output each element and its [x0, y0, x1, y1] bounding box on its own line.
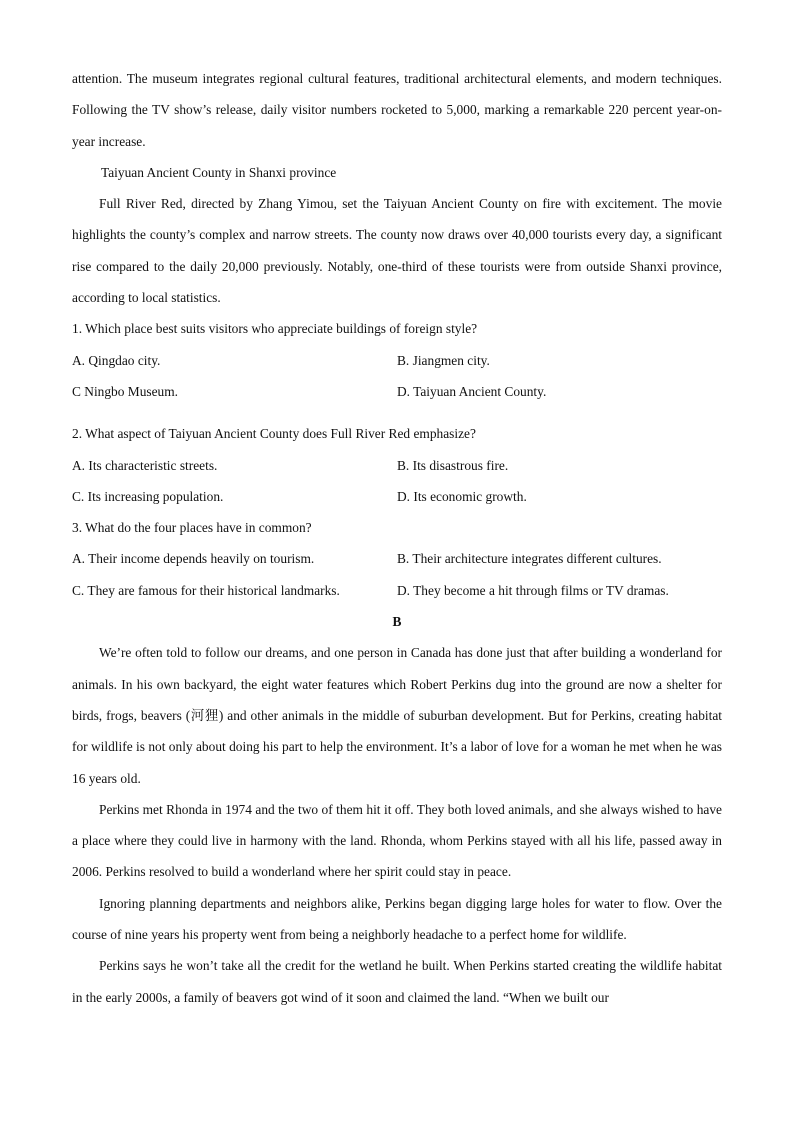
- question-options: [72, 345, 722, 408]
- question-options: [72, 450, 722, 513]
- option-b: B. Its disastrous fire.: [397, 457, 509, 473]
- option-a: A. Its characteristic streets.: [72, 457, 218, 473]
- option-a: A. Their income depends heavily on tourism.: [72, 551, 315, 567]
- option-d: D. They become a hit through films or TV dramas.: [397, 582, 669, 598]
- question-stem: 3. What do the four places have in common?: [72, 520, 312, 536]
- question-stem: 1. Which place best suits visitors who appreciate buildings of foreign style?: [72, 321, 478, 337]
- paragraph-b-3: Ignoring planning departments and neighbors alike, Perkins began digging large holes for water to flow. Over the course of nine years his property went from being a neighborly headache to a perfect home for wildlife.: [72, 895, 722, 943]
- question-spacer: [72, 407, 722, 418]
- option-d: D. Taiyuan Ancient County.: [397, 383, 547, 399]
- question-2: [72, 418, 722, 512]
- paragraph-museum-end: attention. The museum integrates regional cultural features, traditional architectural elements, and modern techniques. Following the TV show’s release, daily visitor numbers rocketed to 5,000, marking a remarkable 220 percent year-on-year increase.: [72, 71, 722, 149]
- subheading-taiyuan: Taiyuan Ancient County in Shanxi province: [101, 164, 337, 180]
- paragraph-taiyuan: Full River Red, directed by Zhang Yimou, set the Taiyuan Ancient County on fire with excitement. The movie highlights the county’s complex and narrow streets. The county now draws over 40,000 tourists every day, a significant rise compared to the daily 20,000 previously. Notably, one-third of these tourists were from outside Shanxi province, according to local statistics.: [72, 196, 722, 306]
- option-b: B. Their architecture integrates different cultures.: [397, 551, 662, 567]
- paragraph-b-4: Perkins says he won’t take all the credit for the wetland he built. When Perkins started creating the wildlife habitat in the early 2000s, a family of beavers got wind of it soon and claimed the land. “When we built our: [72, 958, 722, 1005]
- option-c: C. Its increasing population.: [72, 488, 224, 504]
- question-options: [72, 543, 722, 606]
- document-page: [72, 63, 722, 1013]
- paragraph-b-1: We’re often told to follow our dreams, and one person in Canada has done just that after building a wonderland for animals. In his own backyard, the eight water features which Robert Perkins dug into the ground are now a shelter for birds, frogs, beavers (河狸) and other animals in the middle of suburban development. But for Perkins, creating habitat for wildlife is not only about doing his part to help the environment. It’s a labor of love for a woman he met when he was 16 years old.: [72, 645, 722, 786]
- paragraph-b-2: Perkins met Rhonda in 1974 and the two of them hit it off. They both loved animals, and she always wished to have a place where they could live in harmony with the land. Rhonda, whom Perkins stayed with all his life, passed away in 2006. Perkins resolved to build a wonderland where her spirit could stay in peace.: [72, 801, 722, 880]
- option-b: B. Jiangmen city.: [397, 352, 490, 368]
- option-c: C. They are famous for their historical landmarks.: [72, 582, 340, 598]
- question-stem: 2. What aspect of Taiyuan Ancient County does Full River Red emphasize?: [72, 426, 476, 442]
- option-c: C Ningbo Museum.: [72, 383, 179, 399]
- option-d: D. Its economic growth.: [397, 488, 527, 504]
- section-b-title: B: [392, 614, 402, 630]
- option-a: A. Qingdao city.: [72, 352, 161, 368]
- question-3: [72, 512, 722, 606]
- question-1: [72, 313, 722, 407]
